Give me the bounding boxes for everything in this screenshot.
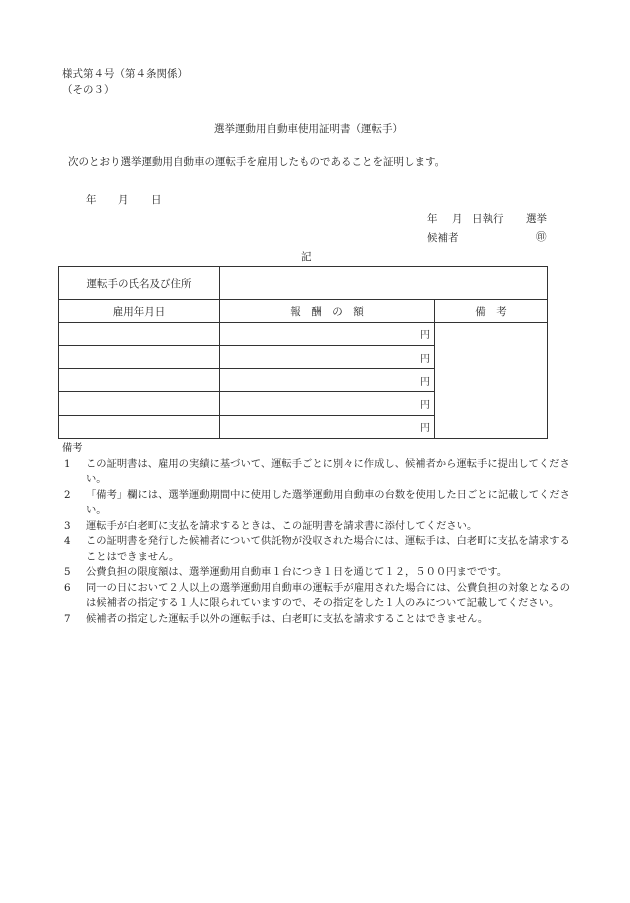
page-title: 選挙運動用自動車使用証明書（運転手） (214, 123, 403, 135)
employ-date-cell[interactable] (59, 415, 220, 438)
election-name: 選挙 (526, 213, 547, 225)
name-address-field[interactable] (220, 267, 548, 300)
note-number: 3 (64, 519, 71, 532)
amount-cell[interactable]: 円 (220, 322, 435, 345)
ki-label: 記 (301, 251, 312, 263)
note-number: 1 (64, 457, 71, 470)
note-text: 公費負担の限度額は、選挙運動用自動車１台につき１日を通じて１２，５００円までです。 (86, 566, 508, 578)
note-text: 運転手が白老町に支払を請求するときは、この証明書を請求書に添付してください。 (86, 519, 478, 532)
employ-date-cell[interactable] (59, 345, 220, 368)
name-address-row (59, 267, 548, 300)
note-number: 7 (64, 612, 71, 625)
note-text: 「備考」欄には、選挙運動期間中に使用した選挙運動用自動車の台数を使用した日ごとに記載してください。 (86, 488, 570, 516)
remarks-cell[interactable] (435, 322, 548, 438)
election-month: 月 (452, 213, 463, 225)
table-row (59, 322, 548, 345)
date-month: 月 (118, 194, 129, 206)
note-item (62, 519, 572, 535)
note-number: 5 (64, 566, 71, 578)
employ-date-cell[interactable] (59, 369, 220, 392)
employ-date-cell[interactable] (59, 322, 220, 345)
col-remarks: 備 考 (435, 300, 548, 322)
note-item (62, 565, 572, 581)
note-item (62, 612, 572, 628)
note-number: 2 (64, 488, 71, 501)
note-item (62, 581, 572, 612)
employ-date-cell[interactable] (59, 392, 220, 415)
election-day-held: 日執行 (472, 213, 504, 225)
name-address-label: 運転手の氏名及び住所 (59, 267, 220, 300)
amount-cell[interactable]: 円 (220, 415, 435, 438)
note-text: 同一の日において２人以上の選挙運動用自動車の運転手が雇用された場合には、公費負担の対象となるのは候補者の指定する１人に限られていますので、その指定をした１人のみについて記載してください。 (86, 581, 570, 609)
notes-section (62, 441, 572, 627)
election-year: 年 (427, 213, 438, 225)
amount-cell[interactable]: 円 (220, 345, 435, 368)
table-header-row (59, 300, 548, 322)
form-sub-number: （その３） (62, 84, 115, 96)
note-text: この証明書は、雇用の実績に基づいて、運転手ごとに別々に作成し、候補者から運転手に提出してください。 (86, 457, 570, 485)
date-year: 年 (86, 194, 97, 206)
note-number: 4 (64, 535, 71, 547)
seal-mark: ㊞ (536, 231, 547, 243)
date-day: 日 (151, 194, 162, 206)
col-amount: 報 酬 の 額 (220, 300, 435, 322)
note-text: 候補者の指定した運転手以外の運転手は、白老町に支払を請求することはできません。 (86, 612, 489, 625)
note-number: 6 (64, 581, 71, 594)
notes-heading: 備考 (62, 442, 83, 454)
candidate-label: 候補者 (427, 232, 459, 244)
intro-text: 次のとおり選挙運動用自動車の運転手を雇用したものであることを証明します。 (68, 156, 446, 168)
certificate-table (58, 266, 548, 439)
note-text: この証明書を発行した候補者について供託物が没収された場合には、運転手は、白老町に支払を請求することはできません。 (86, 535, 570, 563)
form-number: 様式第４号（第４条関係） (62, 68, 188, 80)
note-item (62, 457, 572, 488)
note-item (62, 534, 572, 565)
amount-cell[interactable]: 円 (220, 369, 435, 392)
note-item (62, 488, 572, 519)
col-employ-date: 雇用年月日 (59, 300, 220, 322)
amount-cell[interactable]: 円 (220, 392, 435, 415)
